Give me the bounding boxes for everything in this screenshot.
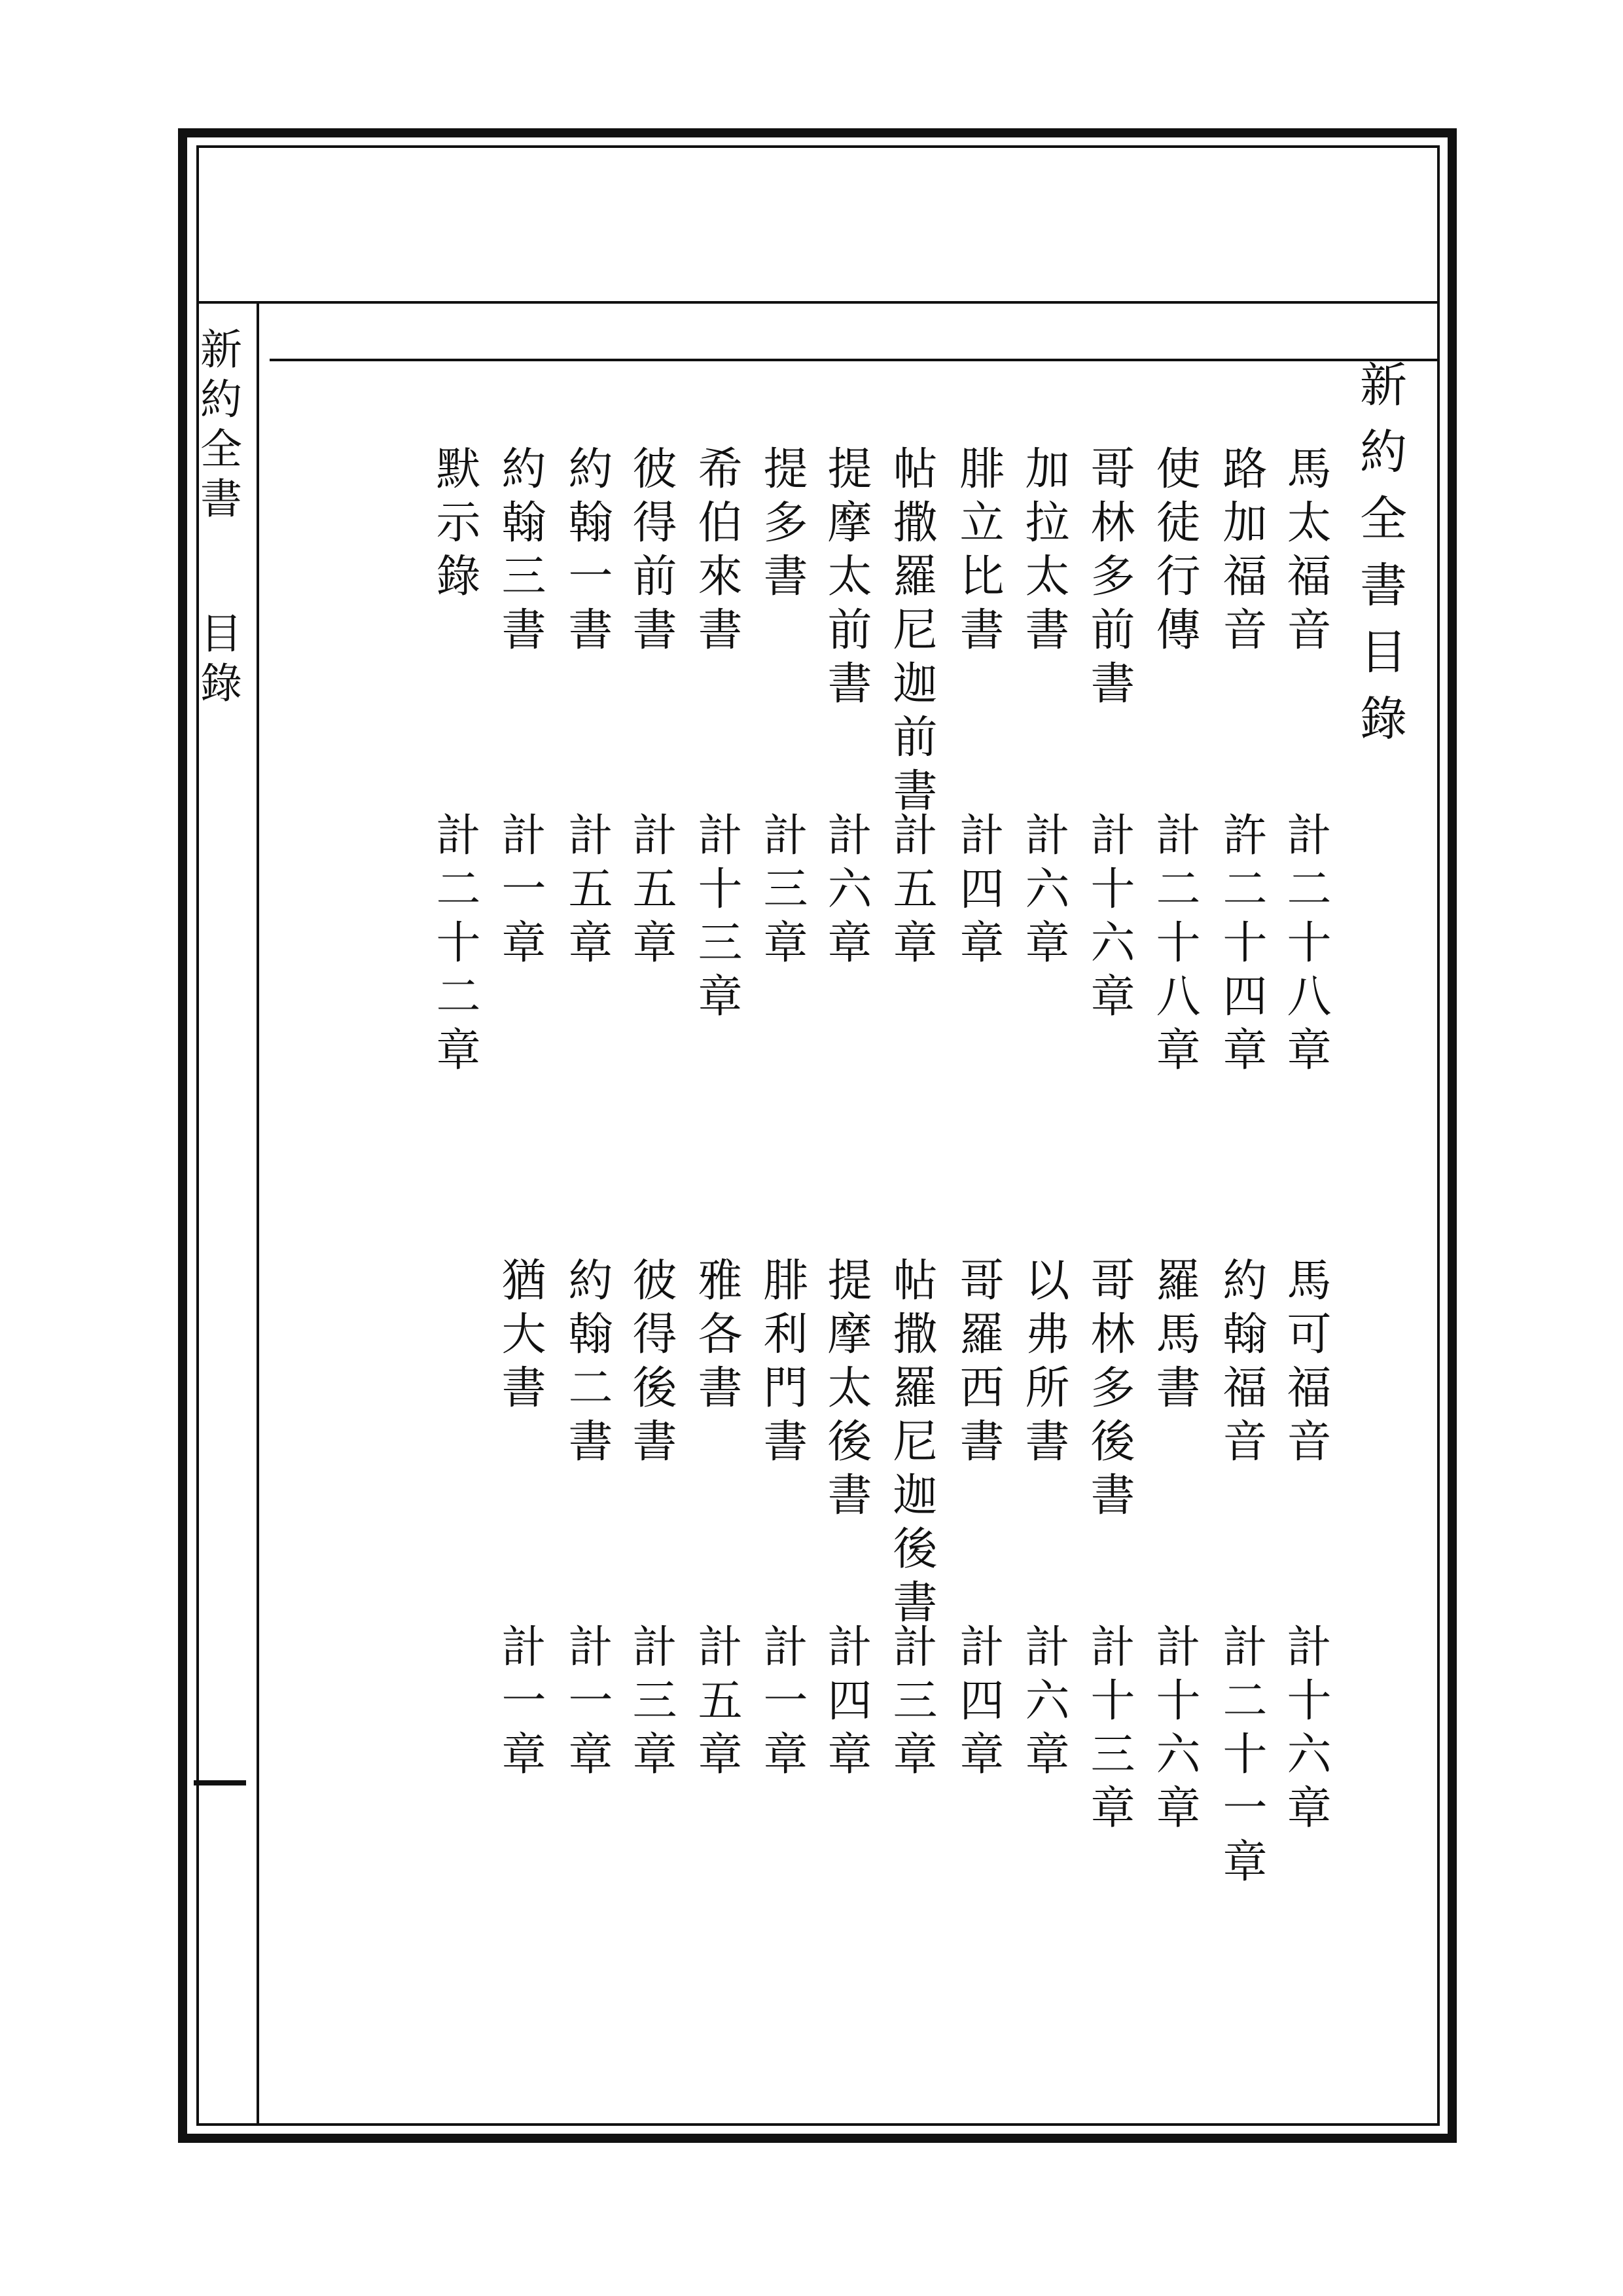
margin-rule <box>257 304 259 2123</box>
book-name: 彼得後書 <box>625 1257 677 1471</box>
book-name: 使徒行傳 <box>1149 445 1200 660</box>
book-name: 約翰二書 <box>561 1257 613 1471</box>
margin-title <box>193 327 241 711</box>
book-name: 哥林多後書 <box>1083 1257 1135 1525</box>
header-rule-top <box>199 301 1437 304</box>
book-name: 約翰三書 <box>494 445 546 660</box>
book-name: 雅各書 <box>690 1257 742 1418</box>
chapter-count: 計二十八章 <box>1149 812 1200 1080</box>
chapter-count: 計二十八章 <box>1279 812 1331 1080</box>
book-name: 以弗所書 <box>1018 1257 1069 1471</box>
chapter-count: 計六章 <box>1018 812 1069 973</box>
chapter-count: 計三章 <box>625 1623 677 1784</box>
chapter-count: 計五章 <box>690 1623 742 1784</box>
book-name: 馬可福音 <box>1279 1257 1331 1471</box>
chapter-count: 計三章 <box>885 1623 937 1784</box>
book-name: 腓立比書 <box>952 445 1004 660</box>
margin-book-title: 新約全書 <box>193 327 241 526</box>
book-name: 帖撒羅尼迦後書 <box>885 1257 937 1632</box>
chapter-count: 計五章 <box>561 812 613 973</box>
page-number-mark <box>194 1780 246 1785</box>
book-name: 哥羅西書 <box>952 1257 1004 1471</box>
chapter-count: 計十三章 <box>1083 1623 1135 1838</box>
chapter-count: 計十六章 <box>1149 1623 1200 1838</box>
chapter-count: 計四章 <box>952 812 1004 973</box>
chapter-count: 計二十二章 <box>429 812 480 1080</box>
book-name: 馬太福音 <box>1279 445 1331 660</box>
chapter-count: 計五章 <box>625 812 677 973</box>
chapter-count: 計五章 <box>885 812 937 973</box>
book-name: 提摩太前書 <box>820 445 872 713</box>
book-name: 提多書 <box>756 445 808 606</box>
chapter-count: 計四章 <box>820 1623 872 1784</box>
book-name: 腓利門書 <box>756 1257 808 1471</box>
book-name: 提摩太後書 <box>820 1257 872 1525</box>
book-name: 猶大書 <box>494 1257 546 1418</box>
chapter-count: 計十三章 <box>690 812 742 1026</box>
chapter-count: 計六章 <box>1018 1623 1069 1784</box>
chapter-count: 計二十一章 <box>1215 1623 1267 1892</box>
header-rule-bottom <box>270 359 1437 361</box>
margin-section-title: 目錄 <box>193 611 241 711</box>
book-name: 約翰福音 <box>1215 1257 1267 1471</box>
chapter-count: 計三章 <box>756 812 808 973</box>
book-name: 路加福音 <box>1215 445 1267 660</box>
page-title: 新約全書目錄 <box>1352 360 1407 761</box>
chapter-count: 計六章 <box>820 812 872 973</box>
chapter-count: 計一章 <box>756 1623 808 1784</box>
book-name: 約翰一書 <box>561 445 613 660</box>
book-name: 哥林多前書 <box>1083 445 1135 713</box>
chapter-count: 計一章 <box>561 1623 613 1784</box>
chapter-count: 許二十四章 <box>1215 812 1267 1080</box>
book-name: 羅馬書 <box>1149 1257 1200 1418</box>
book-name: 帖撒羅尼迦前書 <box>885 445 937 821</box>
chapter-count: 計一章 <box>494 1623 546 1784</box>
chapter-count: 計一章 <box>494 812 546 973</box>
book-name: 希伯來書 <box>690 445 742 660</box>
book-name: 加拉太書 <box>1018 445 1069 660</box>
chapter-count: 計十六章 <box>1279 1623 1331 1838</box>
chapter-count: 計十六章 <box>1083 812 1135 1026</box>
book-name: 默示錄 <box>429 445 480 606</box>
chapter-count: 計四章 <box>952 1623 1004 1784</box>
book-name: 彼得前書 <box>625 445 677 660</box>
